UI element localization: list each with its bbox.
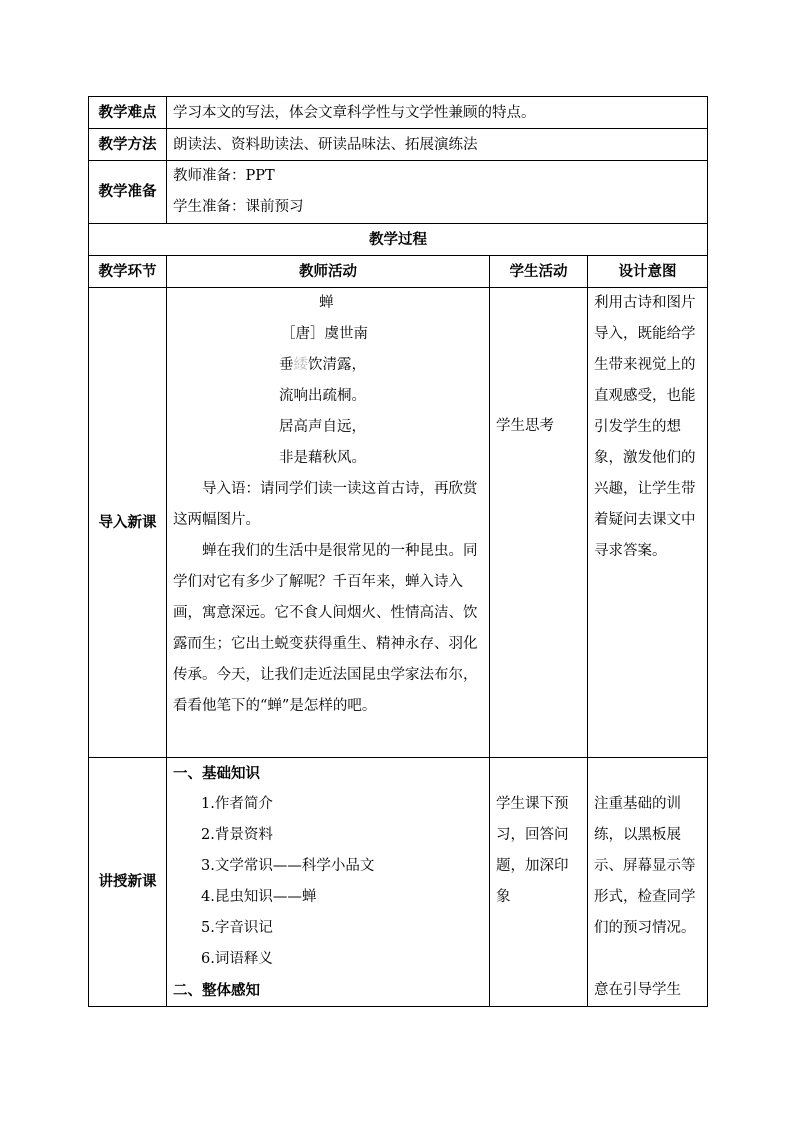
item-background: 2.背景资料 <box>201 827 273 843</box>
header-teacher: 教师活动 <box>167 256 490 288</box>
header-student: 学生活动 <box>490 256 588 288</box>
row-prep <box>89 161 708 224</box>
method-value: 朗读法、资料助读法、研读品味法、拓展演练法 <box>167 129 708 161</box>
new-intent <box>588 758 708 1007</box>
poem-line-1-c: 饮清露， <box>308 357 366 373</box>
difficulty-label: 教学难点 <box>89 97 167 129</box>
item-literature: 3.文学常识——科学小品文 <box>201 858 375 874</box>
process-title: 教学过程 <box>89 224 708 256</box>
lesson-plan-table <box>88 96 708 1007</box>
section-overall-perception: 二、整体感知 <box>173 982 260 999</box>
poem-line-3: 居高声自远， <box>279 419 366 435</box>
intro-lead: 导入语：请同学们读一读这首古诗，再欣赏这两幅图片。 <box>173 481 478 528</box>
row-difficulty <box>89 97 708 129</box>
poem-line-1 <box>173 350 483 381</box>
new-intent-1: 注重基础的训练，以黑板展示、屏幕显示等形式，检查同学们的预习情况。 <box>594 796 696 936</box>
intro-teacher <box>167 288 490 758</box>
row-headers <box>89 256 708 288</box>
item-pronunciation: 5.字音识记 <box>201 920 273 936</box>
intro-paragraph: 蝉在我们的生活中是很常见的一种昆虫。同学们对它有多少了解呢？千百年来，蝉入诗入画，寓意深远。它不食人间烟火、性情高洁、饮露而生；它出土蜕变获得重生、精神永存、羽化传承。今天，让我们走近法国昆虫学家法布尔，看看他笔下的“蝉”是怎样的吧。 <box>173 543 478 714</box>
header-stage: 教学环节 <box>89 256 167 288</box>
prep-student: 学生准备：课前预习 <box>173 199 304 215</box>
poem-line-1-a: 垂 <box>279 357 294 373</box>
method-label: 教学方法 <box>89 129 167 161</box>
poem-title: 蝉 <box>319 295 334 311</box>
item-insect: 4.昆虫知识——蝉 <box>201 889 317 905</box>
section-basic-knowledge: 一、基础知识 <box>173 765 260 782</box>
row-process-title <box>89 224 708 256</box>
new-intent-2: 意在引导学生 <box>594 982 681 998</box>
prep-value <box>167 161 708 224</box>
new-teacher <box>167 758 490 1007</box>
poem-line-1-b: 緌 <box>293 357 308 373</box>
poem-line-2: 流响出疏桐。 <box>279 388 366 404</box>
poem-line-4: 非是藉秋风。 <box>279 450 366 466</box>
item-vocabulary: 6.词语释义 <box>201 951 273 967</box>
row-intro <box>89 288 708 758</box>
poem-author: ［唐］虞世南 <box>281 326 368 342</box>
intro-intent: 利用古诗和图片导入，既能给学生带来视觉上的直观感受，也能引发学生的想象，激发他们的兴趣，让学生带着疑问去课文中寻求答案。 <box>588 288 708 758</box>
difficulty-value: 学习本文的写法，体会文章科学性与文学性兼顾的特点。 <box>167 97 708 129</box>
intro-student: 学生思考 <box>490 288 588 758</box>
new-student: 学生课下预习，回答问题，加深印象 <box>490 758 588 1007</box>
header-intent: 设计意图 <box>588 256 708 288</box>
new-stage: 讲授新课 <box>89 758 167 1007</box>
row-new <box>89 758 708 1007</box>
row-method <box>89 129 708 161</box>
intro-stage: 导入新课 <box>89 288 167 758</box>
prep-label: 教学准备 <box>89 161 167 224</box>
item-author: 1.作者简介 <box>201 796 273 812</box>
prep-teacher: 教师准备：PPT <box>173 168 275 184</box>
